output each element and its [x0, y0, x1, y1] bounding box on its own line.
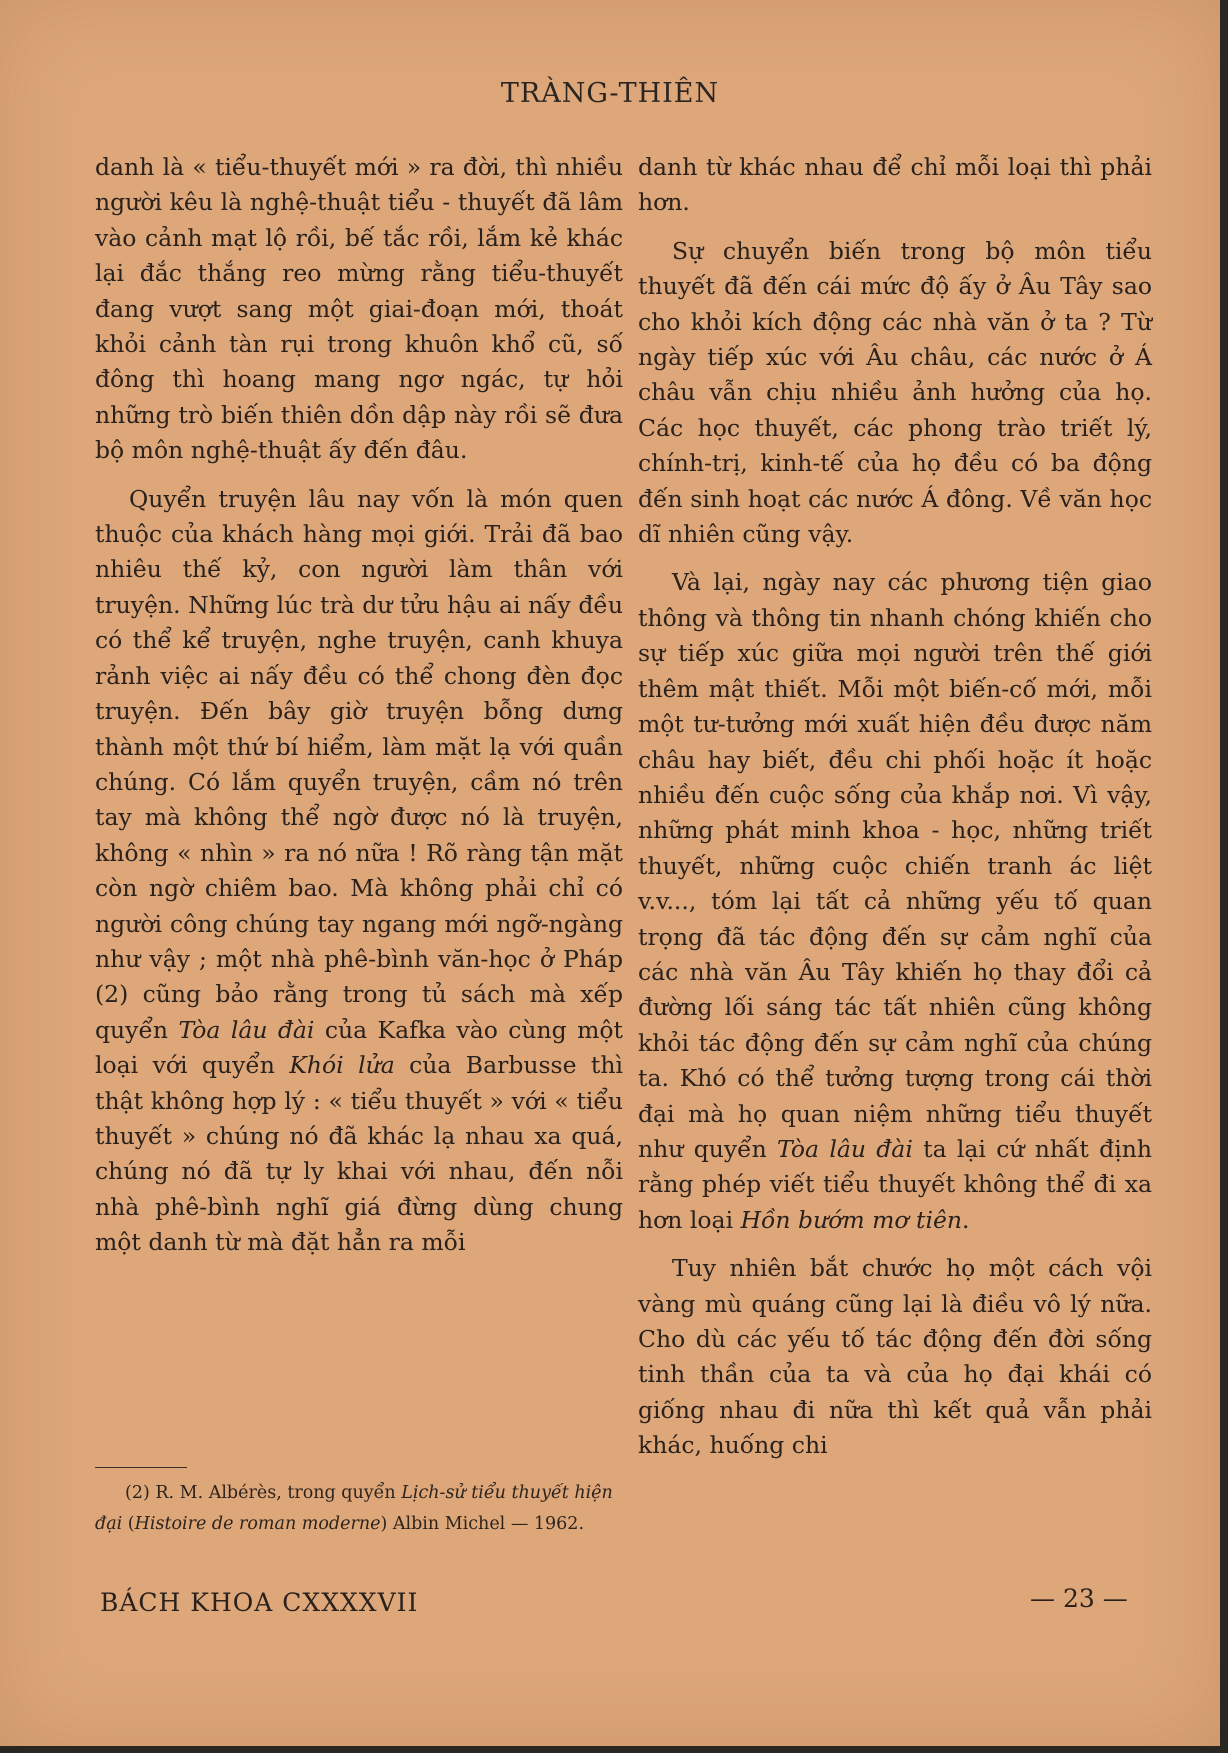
- paragraph-va-lai: Và lại, ngày nay các phương tiện giao thông và thông tin nhanh chóng khiến cho sự tiếp xúc giữa mọi người trên thế giới thêm mật thiết. Mỗi một biến-cố mới, mỗi một tư-tưởng mới xuất hiện đều được năm châu hay biết, đều chi phối hoặc ít hoặc nhiều đến cuộc sống của khắp nơi. Vì vậy, những phát minh khoa - học, những triết thuyết, những cuộc chiến tranh ác liệt v.v..., tóm lại tất cả những yếu tố quan trọng đã tác động đến sự cảm nghĩ của các nhà văn Âu Tây khiến họ thay đổi cả đường lối sáng tác tất nhiên cũng không khỏi tác động đến sự cảm nghĩ của chúng ta. Khó có thể tưởng tượng trong cái thời đại mà họ quan niệm những tiểu thuyết như quyển Tòa lâu đài ta lại cứ nhất định rằng phép viết tiểu thuyết không thể đi xa hơn loại Hồn bướm mơ tiên.: [638, 568, 1152, 1234]
- paragraph-tuy-nhien: Tuy nhiên bắt chước họ một cách vội vàng mù quáng cũng lại là điều vô lý nữa. Cho dù các yếu tố tác động đến đời sống tinh thần của ta và của họ đại khái có giống nhau đi nữa thì kết quả vẫn phải khác, huống chi: [638, 1254, 1152, 1460]
- footnote-original-title: Histoire de roman moderne: [134, 1514, 381, 1534]
- journal-name: BÁCH KHOA CXXXXVII: [100, 1588, 419, 1617]
- book-title: Hồn bướm mơ tiên: [740, 1205, 963, 1234]
- left-column: [95, 150, 623, 1261]
- book-title: Tòa lâu đài: [178, 1015, 315, 1044]
- paragraph-continued: danh từ khác nhau để chỉ mỗi loại thì phải hơn.: [638, 153, 1152, 217]
- footnote-rule: [95, 1467, 187, 1468]
- paragraph-su-chuyen-bien: Sự chuyển biến trong bộ môn tiểu thuyết đã đến cái mức độ ấy ở Âu Tây sao cho khỏi kích động các nhà văn ở ta ? Từ ngày tiếp xúc với Âu châu, các nước ở Á châu vẫn chịu nhiều ảnh hưởng của họ. Các học thuyết, các phong trào triết lý, chính-trị, kinh-tế của họ đều có ba động đến sinh hoạt các nước Á đông. Về văn học dĩ nhiên cũng vậy.: [638, 236, 1152, 549]
- paragraph-quyen-truyen: Quyển truyện lâu nay vốn là món quen thuộc của khách hàng mọi giới. Trải đã bao nhiêu thế kỷ, con người làm thân với truyện. Những lúc trà dư tửu hậu ai nấy đều có thể kể truyện, nghe truyện, canh khuya rảnh việc ai nấy đều có thể chong đèn đọc truyện. Đến bây giờ truyện bỗng dưng thành một thứ bí hiểm, làm mặt lạ với quần chúng. Có lắm quyển truyện, cầm nó trên tay mà không thể ngờ được nó là truyện, không « nhìn » ra nó nữa ! Rõ ràng tận mặt còn ngờ chiêm bao. Mà không phải chỉ có người công chúng tay ngang mới ngỡ-ngàng như vậy ; một nhà phê-bình văn-học ở Pháp (2) cũng bảo rằng trong tủ sách mà xếp quyển Tòa lâu đài của Kafka vào cùng một loại với quyển Khói lửa của Barbusse thì thật không hợp lý : « tiểu thuyết » với « tiểu thuyết » chúng nó đã khác lạ nhau xa quá, chúng nó đã tự ly khai với nhau, đến nỗi nhà phê-bình nghĩ giá đừng dùng chung một danh từ mà đặt hẳn ra mỗi: [95, 484, 623, 1257]
- footnote: (2) R. M. Albérès, trong quyển Lịch-sử tiểu thuyết hiện đại (Histoire de roman moderne) Albin Michel — 1962.: [95, 1483, 613, 1534]
- paragraph-continued: danh là « tiểu-thuyết mới » ra đời, thì nhiều người kêu là nghệ-thuật tiểu - thuyết đã lâm vào cảnh mạt lộ rồi, bế tắc rồi, lắm kẻ khác lại đắc thắng reo mừng rằng tiểu-thuyết đang vượt sang một giai-đoạn mới, thoát khỏi cảnh tàn rụi trong khuôn khổ cũ, số đông thì hoang mang ngơ ngác, tự hỏi những trò biến thiên dồn dập này rồi sẽ đưa bộ môn nghệ-thuật ấy đến đâu.: [95, 153, 623, 465]
- right-column: [638, 150, 1152, 1464]
- book-title: Tòa lâu đài: [777, 1134, 913, 1163]
- book-title: Khói lửa: [289, 1051, 395, 1080]
- footnote-title: Lịch-sử tiểu thuyết hiện đại: [95, 1483, 613, 1534]
- running-head: TRÀNG-THIÊN: [500, 78, 720, 109]
- page-number: — 23 —: [1030, 1584, 1128, 1613]
